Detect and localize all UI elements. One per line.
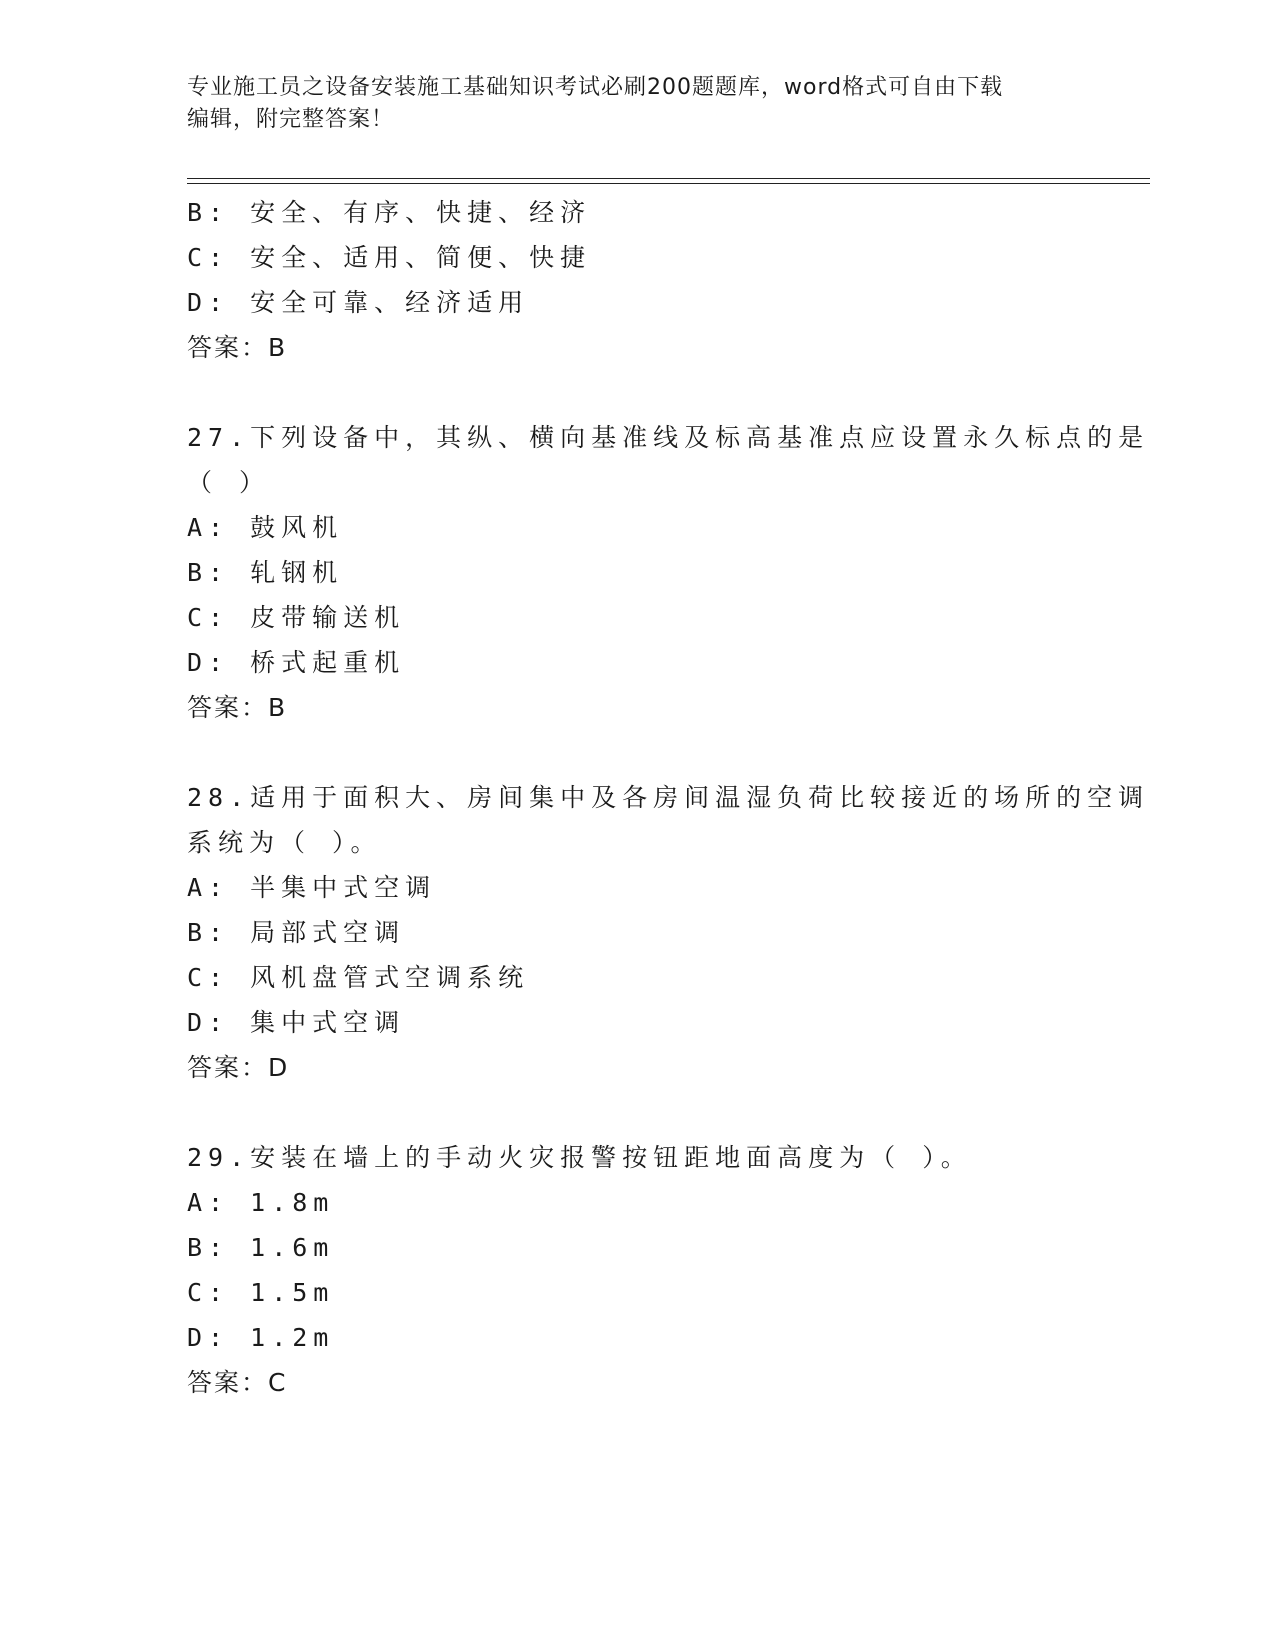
option-b: B: 1.6m bbox=[187, 1233, 335, 1262]
spacer bbox=[187, 1090, 1087, 1135]
question-27 bbox=[187, 415, 1150, 730]
header-title-line-2: 编辑，附完整答案！ bbox=[187, 107, 395, 132]
option-b: B: 轧钢机 bbox=[187, 558, 344, 587]
question-content bbox=[187, 190, 1150, 1405]
option-c: C: 皮带输送机 bbox=[187, 603, 406, 632]
question-stem-line: （ ） bbox=[187, 468, 271, 497]
header-divider-bottom bbox=[187, 183, 1150, 184]
spacer bbox=[187, 730, 1087, 775]
question-stem-line: 28.适用于面积大、房间集中及各房间温湿负荷比较接近的场所的空调 bbox=[187, 783, 1150, 812]
option-b: B: 局部式空调 bbox=[187, 918, 406, 947]
question-stem-line: 29.安装在墙上的手动火灾报警按钮距地面高度为（ ）。 bbox=[187, 1143, 972, 1172]
option-d: D: 集中式空调 bbox=[187, 1008, 406, 1037]
answer-line: 答案：C bbox=[187, 1368, 288, 1397]
option-a: A: 1.8m bbox=[187, 1188, 335, 1217]
answer-line: 答案：B bbox=[187, 333, 288, 362]
option-c: C: 风机盘管式空调系统 bbox=[187, 963, 530, 992]
header-divider-top bbox=[187, 178, 1150, 179]
option-a: A: 半集中式空调 bbox=[187, 873, 437, 902]
option-d: D: 1.2m bbox=[187, 1323, 335, 1352]
option-d: D: 桥式起重机 bbox=[187, 648, 406, 677]
question-29 bbox=[187, 1135, 1087, 1405]
spacer bbox=[187, 370, 1087, 415]
option-b: B: 安全、有序、快捷、经济 bbox=[187, 198, 592, 227]
document-header bbox=[187, 72, 1087, 136]
answer-line: 答案：D bbox=[187, 1053, 290, 1082]
question-stem-line: 系统为（ ）。 bbox=[187, 828, 382, 857]
header-title-line-1: 专业施工员之设备安装施工基础知识考试必刷200题题库，word格式可自由下载 bbox=[187, 75, 1004, 100]
answer-line: 答案：B bbox=[187, 693, 288, 722]
option-d: D: 安全可靠、经济适用 bbox=[187, 288, 530, 317]
option-c: C: 1.5m bbox=[187, 1278, 335, 1307]
option-a: A: 鼓风机 bbox=[187, 513, 344, 542]
question-28 bbox=[187, 775, 1150, 1090]
question-stem-line: 27.下列设备中，其纵、横向基准线及标高基准点应设置永久标点的是 bbox=[187, 423, 1150, 452]
previous-question-block bbox=[187, 190, 1087, 370]
option-c: C: 安全、适用、简便、快捷 bbox=[187, 243, 592, 272]
